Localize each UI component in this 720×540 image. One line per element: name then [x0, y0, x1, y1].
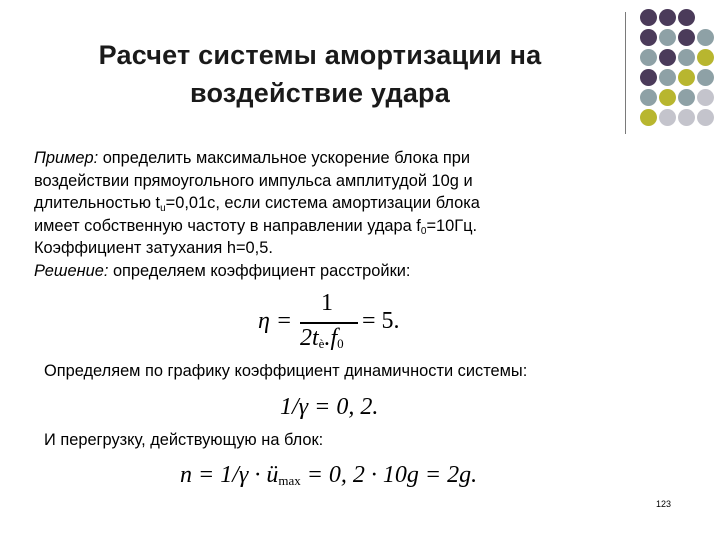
decor-dot — [697, 109, 714, 126]
decor-dot — [640, 89, 657, 106]
formula-eta-rhs: = 5. — [362, 308, 400, 334]
decor-dot — [678, 49, 695, 66]
text-span: длительностью t — [34, 194, 161, 212]
decor-dot-grid — [638, 9, 718, 134]
decor-dot — [640, 69, 657, 86]
text-span: =10Гц. — [426, 216, 478, 235]
decor-dot — [678, 109, 695, 126]
line-overload: И перегрузку, действующую на блок: — [44, 431, 324, 449]
formula-eta — [258, 290, 418, 360]
formula-gamma: 1/γ = 0, 2. — [280, 394, 379, 420]
formula-part: n = 1/γ · — [180, 462, 267, 488]
subscript: è — [318, 336, 325, 351]
line-dynamic-coef: Определяем по графику коэффициент динамичности системы: — [44, 362, 528, 380]
formula-part: = 0, 2 · 10g = 2g. — [300, 462, 478, 488]
text-line — [34, 260, 594, 283]
text-span: определить максимальное ускорение блока при — [98, 149, 471, 167]
solution-label: Решение: — [34, 261, 109, 280]
page-number: 123 — [656, 499, 672, 509]
text-line: воздействии прямоугольного импульса амплитудой 10g и — [34, 171, 473, 190]
formula-eta-numerator: 1 — [321, 290, 333, 316]
decor-dot — [659, 49, 676, 66]
problem-text — [34, 147, 594, 282]
subscript: u — [160, 203, 166, 214]
text-line: Коэффициент затухания h=0,5. — [34, 239, 273, 257]
decor-dot — [697, 29, 714, 46]
text-span: =0,01с, если система амортизации блока — [165, 194, 480, 212]
slide-title: Расчет системы амортизации на воздействие удара — [98, 40, 542, 108]
decor-divider — [625, 12, 626, 134]
text-line — [34, 192, 594, 215]
decor-dot — [678, 29, 695, 46]
formula-eta-lhs: η = — [258, 308, 293, 334]
text-line — [34, 147, 594, 170]
subscript: 0 — [420, 225, 427, 237]
formula-n — [180, 462, 477, 489]
fraction-bar — [300, 322, 358, 324]
decor-dot — [640, 29, 657, 46]
decor-dot — [697, 69, 714, 86]
decor-dot — [678, 9, 695, 26]
text-span: имеет собственную частоту в направлении удара f — [34, 216, 421, 235]
decor-dot — [678, 89, 695, 106]
decor-dot — [659, 89, 676, 106]
formula-part: ü — [266, 462, 279, 488]
formula-eta-denominator — [300, 325, 344, 352]
decor-dot — [697, 49, 714, 66]
decor-dot — [640, 49, 657, 66]
decor-dot — [697, 89, 714, 106]
decor-dot — [678, 69, 695, 86]
decor-dot — [659, 109, 676, 126]
decor-dot — [640, 109, 657, 126]
denom-part: 2t — [300, 325, 319, 351]
example-label: Пример: — [34, 149, 99, 167]
decor-dot — [659, 69, 676, 86]
text-span: определяем коэффициент расстройки: — [108, 261, 411, 280]
subscript: 0 — [337, 336, 344, 351]
decor-dot — [659, 29, 676, 46]
decor-dot — [659, 9, 676, 26]
decor-dot — [640, 9, 657, 26]
text-line — [34, 215, 594, 238]
denom-part: .f — [324, 325, 338, 351]
subscript: max — [278, 473, 301, 488]
